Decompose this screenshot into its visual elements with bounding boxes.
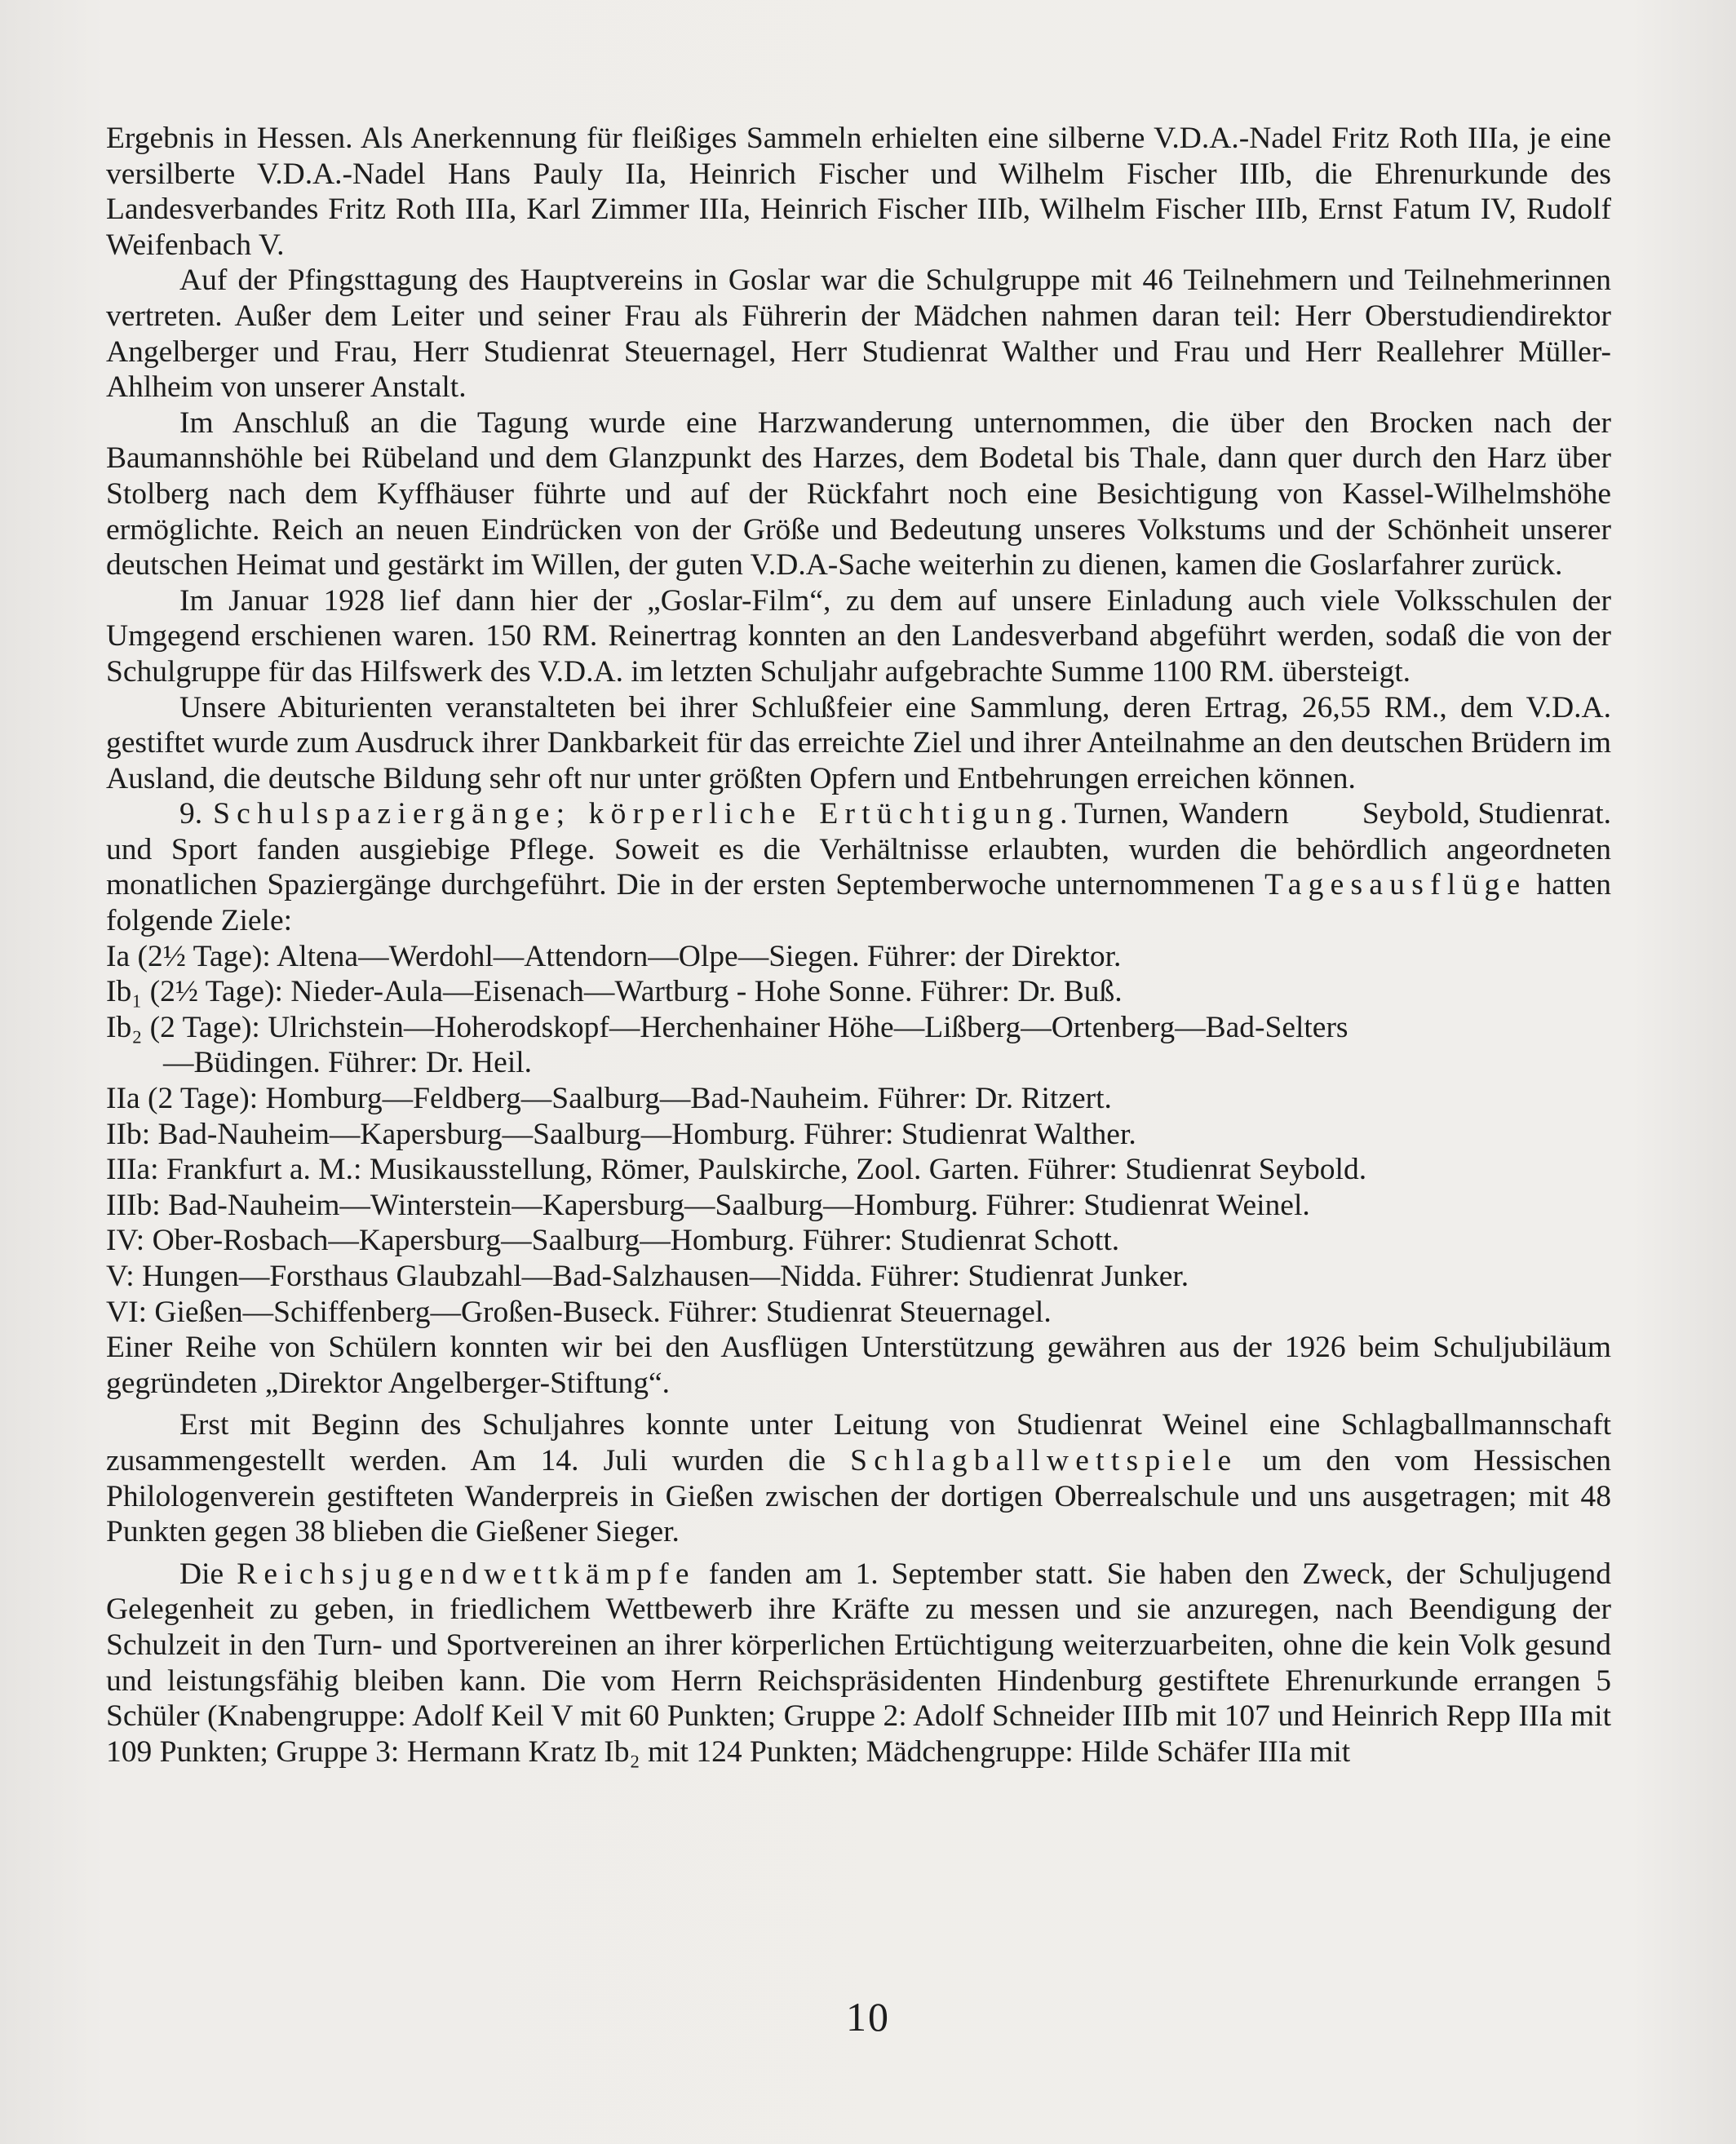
paragraph-schlagball: Erst mit Beginn des Schuljahres konnte unter Leitung von Studienrat Weinel eine Schlagballmannschaft zusammengestellt werden. Am 14. Juli wurden die Schlagballwettspiele um den vom Hessischen Philologenverein gestifteten Wanderpreis in Gießen zwischen der dortigen Oberrealschule und uns ausgetragen; mit 48 Punkten gegen 38 blieben die Gießener Sieger. bbox=[106, 1408, 1612, 1549]
trip-list-item: —Büdingen. Führer: Dr. Heil. bbox=[163, 1046, 533, 1080]
trip-list-item: VI: Gießen—Schiffenberg—Großen-Buseck. Führer: Studienrat Steuernagel. bbox=[106, 1295, 1052, 1329]
section-number: 9. bbox=[179, 797, 203, 831]
page-number: 10 bbox=[846, 1994, 890, 2040]
section-heading: Schulspaziergänge; körperliche Ertüchtigung. bbox=[213, 797, 1074, 831]
trip-list-item: Ib₁ (2½ Tage): Nieder-Aula—Eisenach—Wartburg - Hohe Sonne. Führer: Dr. Buß. bbox=[106, 975, 1123, 1009]
paragraph-reichsjugend: Die Reichsjugendwettkämpfe fanden am 1. September statt. Sie haben den Zweck, der Schuljugend Gelegenheit zu geben, in friedlichem Wettbewerb ihre Kräfte zu messen und sie anzuregen, nach Beendigung der Schulzeit in den Turn- und Sportvereinen an ihrer körperlichen Ertüchtigung weiterzuarbeiten, ohne die kein Volk gesund und leistungsfähig bleiben kann. Die vom Herrn Reichspräsidenten Hindenburg gestiftete Ehrenurkunde errangen 5 Schüler (Knabengruppe: Adolf Keil V mit 60 Punkten; Gruppe 2: Adolf Schneider IIIb mit 107 und Heinrich Repp IIIa mit 109 Punkten; Gruppe 3: Hermann Kratz Ib₂ mit 124 Punkten; Mädchengruppe: Hilde Schäfer IIIa mit bbox=[106, 1557, 1611, 1769]
paragraph-vda-awards: Ergebnis in Hessen. Als Anerkennung für fleißiges Sammeln erhielten eine silberne V.D.A.-Nadel Fritz Roth IIIa, je eine versilberte V.D.A.-Nadel Hans Pauly IIa, Heinrich Fischer und Wilhelm Fischer IIIb, die Ehrenurkunde des Landesverbandes Fritz Roth IIIa, Karl Zimmer IIIa, Heinrich Fischer IIIb, Wilhelm Fischer IIIb, Ernst Fatum IV, Rudolf Weifenbach V. bbox=[106, 122, 1611, 262]
trip-list-item: Ib₂ (2 Tage): Ulrichstein—Hoherodskopf—Herchenhainer Höhe—Lißberg—Ortenberg—Bad-Selters bbox=[106, 1010, 1348, 1044]
trip-list-item: IIa (2 Tage): Homburg—Feldberg—Saalburg—Bad-Nauheim. Führer: Dr. Ritzert. bbox=[106, 1082, 1112, 1116]
trip-list-item: IIb: Bad-Nauheim—Kapersburg—Saalburg—Homburg. Führer: Studienrat Walther. bbox=[106, 1117, 1136, 1151]
trip-list-item: IIIb: Bad-Nauheim—Winterstein—Kapersburg—Saalburg—Homburg. Führer: Studienrat Weinel. bbox=[106, 1188, 1310, 1222]
section-9-intro: 9. Schulspaziergänge; körperliche Ertüchtigung.Turnen, Wandern und Sport fanden ausgiebige Pflege. Soweit es die Verhältnisse erlaubten, wurden die behördlich angeordneten monatlichen Spaziergänge durchgeführt. Die in der ersten Septemberwoche unternommenen Tagesausflüge hatten folgende Ziele: bbox=[106, 797, 1612, 938]
body-text bbox=[106, 121, 1611, 1770]
trip-list-item: IV: Ober-Rosbach—Kapersburg—Saalburg—Homburg. Führer: Studienrat Schott. bbox=[106, 1224, 1120, 1258]
paragraph-goslar-meeting: Auf der Pfingsttagung des Hauptvereins in Goslar war die Schulgruppe mit 46 Teilnehmern und Teilnehmerinnen vertreten. Außer dem Leiter und seiner Frau als Führerin der Mädchen nahmen daran teil: Herr Oberstudiendirektor Angelberger und Frau, Herr Studienrat Steuernagel, Herr Studienrat Walther und Frau und Herr Reallehrer Müller-Ahlheim von unserer Anstalt. bbox=[106, 264, 1611, 405]
emphasis-reichsjugendwettkaempfe: Reichsjugendwettkämpfe bbox=[237, 1557, 696, 1591]
paragraph-abiturienten-text: Unsere Abiturienten veranstalteten bei ihrer Schlußfeier eine Sammlung, deren Ertrag, 26,55 RM., dem V.D.A. gestiftet wurde zum Ausdruck ihrer Dankbarkeit für das erreichte Ziel und ihrer Anteilnahme an den deutschen Brüdern im Ausland, die deutsche Bildung sehr oft nur unter größten Opfern und Entbehrungen erreichen können. bbox=[106, 690, 1611, 795]
trip-list-item: IIIa: Frankfurt a. M.: Musikausstellung, Römer, Paulskirche, Zool. Garten. Führer: Studienrat Seybold. bbox=[106, 1153, 1367, 1187]
emphasis-tagesausfluege: Tagesausflüge bbox=[1264, 868, 1527, 902]
trip-list-item: Ia (2½ Tage): Altena—Werdohl—Attendorn—Olpe—Siegen. Führer: der Direktor. bbox=[106, 939, 1122, 973]
emphasis-schlagballwettspiele: Schlagballwettspiele bbox=[850, 1443, 1238, 1477]
signature: Seybold, Studienrat. bbox=[1362, 797, 1611, 831]
paragraph-harz-hike: Im Anschluß an die Tagung wurde eine Harzwanderung unternommen, die über den Brocken nach der Baumannshöhle bei Rübeland und dem Glanzpunkt des Harzes, dem Bodetal bis Thale, dann quer durch den Harz über Stolberg nach dem Kyffhäuser führte und auf der Rückfahrt noch eine Besichtigung von Kassel-Wilhelmshöhe ermöglichte. Reich an neuen Eindrücken von der Größe und Bedeutung unseres Volkstums und der Schönheit unserer deutschen Heimat und gestärkt im Willen, der guten V.D.A-Sache weiterhin zu dienen, kamen die Goslarfahrer zurück. bbox=[106, 405, 1611, 583]
trip-list-item: V: Hungen—Forsthaus Glaubzahl—Bad-Salzhausen—Nidda. Führer: Studienrat Junker. bbox=[106, 1260, 1189, 1293]
paragraph-goslar-film: Im Januar 1928 lief dann hier der „Goslar-Film“, zu dem auf unsere Einladung auch viele Volksschulen der Umgegend erschienen waren. 150 RM. Reinertrag konnten an den Landesverband abgeführt werden, sodaß die von der Schulgruppe für das Hilfswerk des V.D.A. im letzten Schuljahr aufgebrachte Summe 1100 RM. übersteigt. bbox=[106, 583, 1611, 689]
paragraph-stiftung: Einer Reihe von Schülern konnten wir bei den Ausflügen Unterstützung gewähren aus der 1926 beim Schuljubiläum gegründeten „Direktor Angelberger-Stiftung“. bbox=[106, 1331, 1611, 1400]
